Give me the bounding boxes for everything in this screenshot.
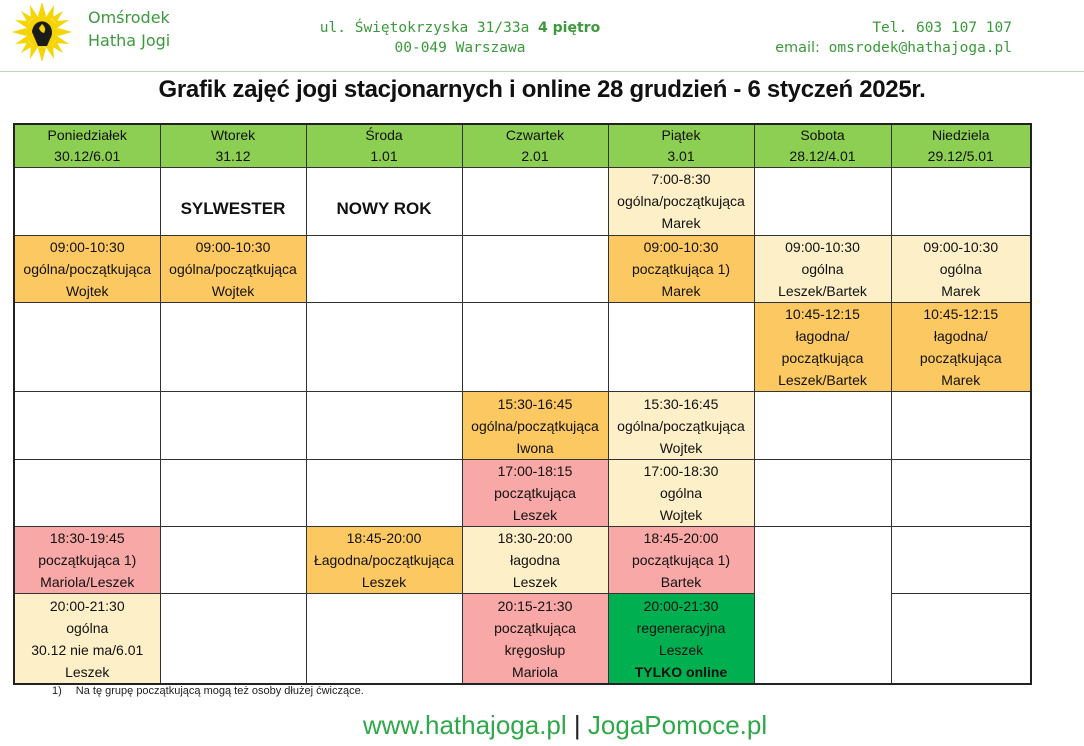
day-header-cell [14, 124, 160, 168]
class-cell [160, 235, 306, 302]
day-header-cell [306, 124, 462, 168]
class-time: 18:45-20:00 [643, 530, 719, 547]
day-date: 31.12 [215, 148, 251, 165]
footer-link-jogapomoce[interactable]: JogaPomoce.pl [587, 710, 768, 740]
class-detail: Leszek [512, 506, 558, 523]
class-time: 18:30-20:00 [497, 530, 573, 547]
empty-cell [160, 594, 306, 684]
class-detail: ogólna/początkująca [23, 260, 152, 277]
class-time: 10:45-12:15 [785, 306, 860, 323]
class-detail: początkująca 1) [38, 552, 137, 569]
empty-cell [754, 459, 891, 526]
class-cell [608, 459, 754, 526]
address-floor: 4 piętro [538, 20, 601, 36]
empty-cell [306, 392, 462, 459]
class-detail: Wojtek [659, 506, 703, 523]
class-detail: początkująca [781, 350, 864, 367]
class-detail: ogólna [66, 619, 109, 636]
class-detail: Mariola/Leszek [40, 574, 135, 591]
class-detail: łagodna/ [933, 328, 988, 345]
address-block [300, 18, 620, 58]
empty-cell [306, 235, 462, 302]
class-cell [608, 594, 754, 684]
class-detail: ogólna/początkująca [169, 260, 297, 277]
class-time: 15:30-16:45 [643, 395, 719, 412]
empty-cell [462, 168, 608, 235]
empty-cell [306, 594, 462, 684]
class-cell [608, 527, 754, 594]
class-time: 17:00-18:30 [643, 462, 719, 479]
day-header-cell [462, 124, 608, 168]
class-time: 09:00-10:30 [643, 238, 719, 255]
contact-block [775, 18, 1012, 58]
class-detail: Marek [941, 282, 981, 299]
class-detail: 30.12 nie ma/6.01 [31, 641, 144, 658]
empty-cell [754, 392, 891, 459]
class-time: 18:30-19:45 [49, 530, 125, 547]
empty-cell [14, 459, 160, 526]
class-time: 15:30-16:45 [497, 395, 573, 412]
brand-name [88, 6, 170, 52]
empty-cell [754, 527, 891, 684]
schedule-table [13, 123, 1032, 685]
class-detail: Łagodna/początkująca [313, 552, 455, 569]
class-cell [608, 168, 754, 235]
empty-cell [462, 235, 608, 302]
empty-cell [306, 459, 462, 526]
class-cell [462, 459, 608, 526]
empty-cell [14, 392, 160, 459]
class-detail: ogólna [939, 260, 982, 277]
empty-cell [306, 302, 462, 391]
class-time: 09:00-10:30 [785, 238, 860, 255]
class-detail: Wojtek [211, 282, 255, 299]
class-cell [754, 302, 891, 391]
holiday-label: NOWY ROK [306, 168, 462, 235]
class-time: 17:00-18:15 [497, 462, 573, 479]
class-time: 09:00-10:30 [923, 238, 999, 255]
class-detail: ogólna [801, 260, 844, 277]
empty-cell [891, 527, 1031, 594]
day-date: 29.12/5.01 [927, 148, 994, 165]
class-time: 20:15-21:30 [497, 597, 573, 614]
day-name: Piątek [661, 127, 701, 144]
class-cell [608, 392, 754, 459]
empty-cell [608, 302, 754, 391]
class-detail: Iwona [516, 439, 554, 456]
class-detail: początkująca 1) [631, 260, 731, 277]
class-cell [14, 527, 160, 594]
holiday-label: SYLWESTER [160, 168, 306, 235]
contact-email[interactable]: omsrodek@hathajoga.pl [828, 40, 1012, 56]
class-detail: Leszek/Bartek [778, 372, 867, 389]
class-detail: kręgosłup [504, 641, 566, 658]
footer-links [0, 710, 1084, 741]
class-cell [462, 594, 608, 684]
sun-logo-icon [12, 2, 72, 62]
class-detail: ogólna/początkująca [617, 193, 745, 210]
class-cell [306, 527, 462, 594]
day-header-cell [754, 124, 891, 168]
class-time: 20:00-21:30 [643, 597, 719, 614]
class-cell [462, 527, 608, 594]
day-name: Czwartek [505, 127, 565, 144]
class-cell [608, 235, 754, 302]
empty-cell [160, 527, 306, 594]
day-date: 3.01 [667, 148, 695, 165]
class-cell [14, 594, 160, 684]
time-slot-row [14, 392, 1031, 459]
class-detail: Wojtek [65, 282, 109, 299]
footnote-text: Na tę grupę początkującą mogą też osoby dłużej ćwiczące. [75, 685, 364, 697]
day-date: 2.01 [521, 148, 549, 165]
class-detail: początkująca [919, 350, 1002, 367]
days-header-row [14, 124, 1031, 168]
day-name: Poniedziałek [47, 127, 127, 144]
class-detail: Leszek [361, 574, 407, 591]
class-detail: ogólna [659, 484, 703, 501]
class-detail: początkująca [494, 484, 576, 501]
class-detail: Marek [661, 282, 701, 299]
online-only-note: TYLKO online [634, 663, 728, 680]
footnote [52, 685, 364, 697]
empty-cell [160, 302, 306, 391]
class-detail: Leszek [658, 641, 704, 658]
empty-cell [891, 459, 1031, 526]
address-street: ul. Świętokrzyska 31/33a [319, 20, 530, 36]
class-detail: łagodna [510, 552, 560, 569]
brand-line-2: Hatha Jogi [88, 31, 171, 50]
class-detail: Mariola [512, 663, 558, 680]
time-slot-row [14, 459, 1031, 526]
class-detail: Leszek/Bartek [778, 282, 867, 299]
empty-cell [462, 302, 608, 391]
page-title: Grafik zajęć jogi stacjonarnych i online 28 grudzień - 6 styczeń 2025r. [158, 76, 926, 103]
class-detail: Marek [661, 215, 701, 232]
empty-cell [160, 459, 306, 526]
page-header [0, 0, 1084, 72]
email-label: email: [775, 40, 820, 56]
day-name: Sobota [800, 127, 845, 144]
day-date: 28.12/4.01 [789, 148, 856, 165]
class-detail: ogólna/początkująca [471, 417, 599, 434]
footer-link-hathajoga[interactable]: www.hathajoga.pl [362, 710, 567, 740]
day-date: 30.12/6.01 [54, 148, 121, 165]
class-time: 18:45-20:00 [346, 530, 422, 547]
footer-separator: | [573, 710, 581, 740]
class-detail: łagodna/ [795, 328, 850, 345]
time-slot-row [14, 168, 1031, 235]
class-time: 09:00-10:30 [195, 238, 271, 255]
empty-cell [891, 392, 1031, 459]
class-detail: początkująca [494, 619, 576, 636]
day-name: Środa [365, 127, 403, 144]
day-header-cell [608, 124, 754, 168]
class-detail: Bartek [660, 574, 702, 591]
empty-cell [160, 392, 306, 459]
class-cell [14, 235, 160, 302]
day-name: Wtorek [210, 127, 256, 144]
day-header-cell [160, 124, 306, 168]
time-slot-row [14, 235, 1031, 302]
time-slot-row [14, 527, 1031, 594]
empty-cell [891, 594, 1031, 684]
class-detail: Leszek [65, 663, 110, 680]
class-time: 09:00-10:30 [49, 238, 125, 255]
class-time: 7:00-8:30 [651, 171, 711, 188]
class-detail: ogólna/początkująca [617, 417, 745, 434]
brand-line-1: Omśrodek [88, 8, 170, 27]
day-header-cell [891, 124, 1031, 168]
empty-cell [891, 168, 1031, 235]
footnote-number: 1) [52, 685, 62, 697]
time-slot-row [14, 302, 1031, 391]
empty-cell [14, 302, 160, 391]
class-cell [891, 235, 1031, 302]
address-city: 00-049 Warszawa [394, 40, 526, 56]
day-date: 1.01 [370, 148, 398, 165]
day-name: Niedziela [931, 127, 990, 144]
empty-cell [14, 168, 160, 235]
empty-cell [754, 168, 891, 235]
class-detail: Leszek [512, 574, 558, 591]
class-detail: początkująca 1) [631, 552, 731, 569]
class-cell [891, 302, 1031, 391]
contact-phone: Tel. 603 107 107 [872, 20, 1012, 36]
class-time: 20:00-21:30 [49, 597, 125, 614]
class-time: 10:45-12:15 [923, 306, 999, 323]
class-detail: regeneracyjna [636, 619, 726, 636]
class-cell [754, 235, 891, 302]
class-detail: Marek [941, 372, 981, 389]
class-detail: Wojtek [659, 439, 703, 456]
class-cell [462, 392, 608, 459]
